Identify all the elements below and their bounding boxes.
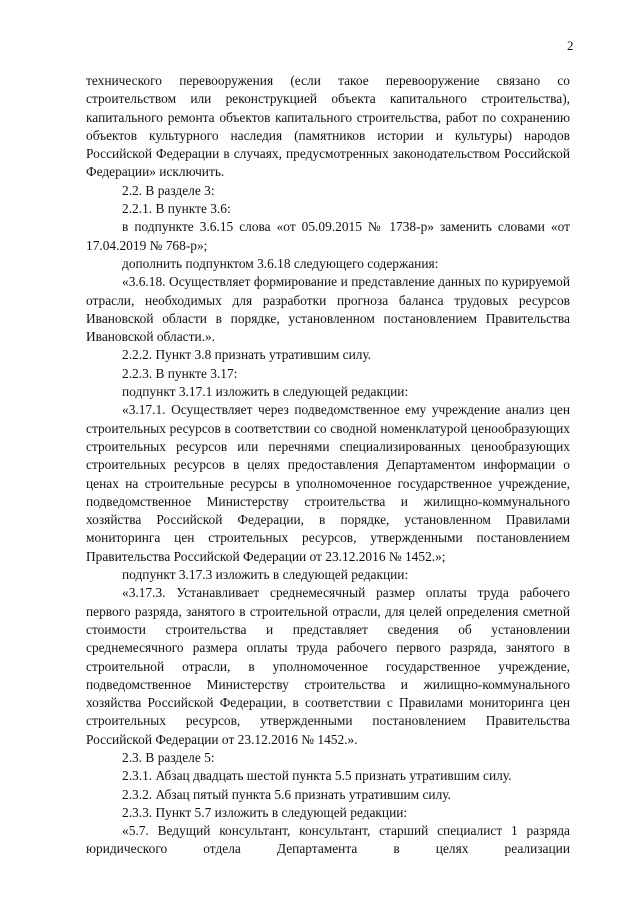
- paragraph-quote-3-6-18: «3.6.18. Осуществляет формирование и представление данных по курируемой отрасли, необходимых для разработки прогноза баланса трудовых ресурсов Ивановской области в порядке, установленном постановлением Правительства Ивановской области.».: [86, 274, 570, 345]
- paragraph-subpoint-3-17-3-intro: подпункт 3.17.3 изложить в следующей редакции:: [122, 567, 409, 583]
- paragraph-section-2-3-2: 2.3.2. Абзац пятый пункта 5.6 признать утратившим силу.: [122, 786, 451, 802]
- paragraph-section-2-2-3: 2.2.3. В пункте 3.17:: [122, 365, 238, 381]
- document-body: [86, 72, 570, 859]
- page-number: 2: [567, 38, 574, 53]
- paragraph-quote-3-17-3: «3.17.3. Устанавливает среднемесячный размер оплаты труда рабочего первого разряда, занятого в строительной отрасли, для целей определения сметной стоимости строительства и представляет сведения об установлении среднемесячного размера оплаты труда рабочего первого разряда, занятого в строительной отрасли, в уполномоченное государственное учреждение, подведомственное Министерству строительства и жилищно-коммунального хозяйства Российской Федерации, в соответствии с Правилами мониторинга цен строительных ресурсов, утвержденными постановлением Правительства Российской Федерации от 23.12.2016 № 1452.».: [86, 585, 570, 747]
- paragraph-section-2-2: 2.2. В разделе 3:: [122, 182, 215, 198]
- paragraph-add-subpoint-3-6-18: дополнить подпунктом 3.6.18 следующего содержания:: [122, 255, 439, 271]
- paragraph-subpoint-3-17-1-intro: подпункт 3.17.1 изложить в следующей редакции:: [122, 384, 409, 400]
- paragraph-section-2-3: 2.3. В разделе 5:: [122, 749, 215, 765]
- paragraph-section-2-2-2: 2.2.2. Пункт 3.8 признать утратившим силу.: [122, 347, 372, 363]
- paragraph-section-2-2-1: 2.2.1. В пункте 3.6:: [122, 201, 231, 217]
- paragraph-section-2-3-1: 2.3.1. Абзац двадцать шестой пункта 5.5 признать утратившим силу.: [122, 768, 512, 784]
- paragraph-section-2-3-3: 2.3.3. Пункт 5.7 изложить в следующей редакции:: [122, 804, 408, 820]
- paragraph-quote-3-17-1: «3.17.1. Осуществляет через подведомственное ему учреждение анализ цен строительных ресурсов в соответствии со сводной номенклатурой ценообразующих строительных ресурсов или перечнями специализированных ценообразующих строительных ресурсов в целях предоставления Департаментом информации о ценах на строительные ресурсы в уполномоченное государственное учреждение, подведомственное Министерству строительства и жилищно-коммунального хозяйства Российской Федерации, в порядке, установленном Правилами мониторинга цен строительных ресурсов, утвержденными постановлением Правительства Российской Федерации от 23.12.2016 № 1452.»;: [86, 402, 570, 564]
- paragraph-quote-5-7: «5.7. Ведущий консультант, консультант, старший специалист 1 разряда юридического отдела Департамента в целях реализации: [86, 823, 570, 857]
- paragraph-exclusion-continuation: технического перевооружения (если такое перевооружение связано со строительством или реконструкцией объекта капитального строительства), капитального ремонта объектов капитального строительства, работ по сохранению объектов культурного наследия (памятников истории и культуры) народов Российской Федерации в случаях, предусмотренных законодательством Российской Федерации» исключить.: [86, 73, 570, 180]
- paragraph-subpoint-3-6-15: в подпункте 3.6.15 слова «от 05.09.2015 № 1738-р» заменить словами «от 17.04.2019 № 768-р»;: [86, 219, 570, 253]
